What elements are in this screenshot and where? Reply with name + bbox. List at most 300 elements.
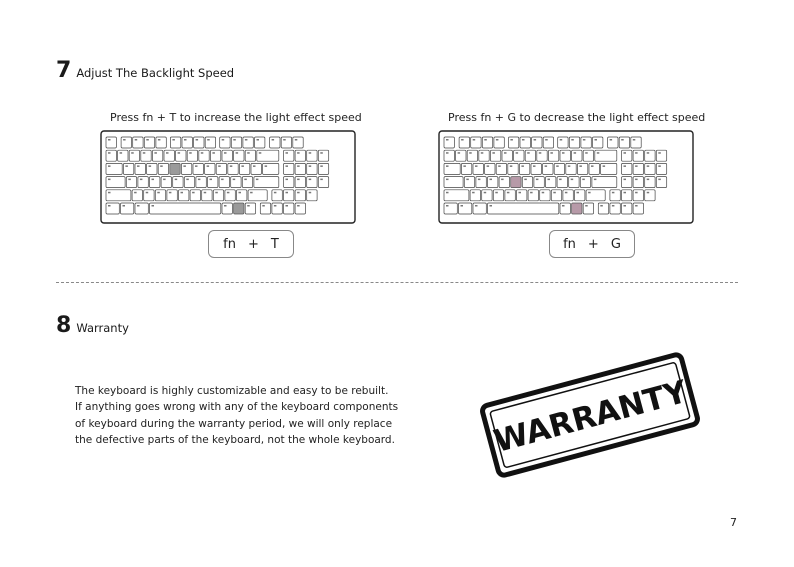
keyboard-key bbox=[248, 190, 267, 201]
key-legend bbox=[446, 165, 449, 167]
key-legend bbox=[624, 165, 627, 167]
key-legend bbox=[548, 179, 551, 181]
key-legend bbox=[492, 152, 495, 154]
key-legend bbox=[149, 165, 152, 167]
keyboard-key bbox=[228, 163, 238, 174]
key-legend bbox=[230, 165, 233, 167]
key-legend bbox=[475, 165, 478, 167]
keyboard-key bbox=[222, 203, 232, 214]
key-legend bbox=[128, 179, 131, 181]
keyboard-key bbox=[610, 203, 620, 214]
warranty-line: the defective parts of the keyboard, not the whole keyboard. bbox=[75, 434, 395, 447]
key-legend bbox=[207, 165, 210, 167]
keyboard-key bbox=[459, 203, 472, 214]
key-legend bbox=[519, 192, 522, 194]
key-legend bbox=[524, 179, 527, 181]
key-legend bbox=[137, 205, 140, 207]
keyboard-key bbox=[546, 177, 556, 188]
keyboard-key bbox=[479, 150, 489, 161]
key-legend bbox=[108, 165, 111, 167]
keyboard-key bbox=[534, 177, 544, 188]
key-legend bbox=[123, 139, 126, 141]
key-legend bbox=[134, 192, 137, 194]
key-legend bbox=[262, 205, 265, 207]
key-legend bbox=[624, 192, 627, 194]
key-legend bbox=[241, 165, 244, 167]
keyboard-key bbox=[281, 137, 291, 148]
key-legend bbox=[612, 205, 615, 207]
key-legend bbox=[274, 205, 277, 207]
keyboard-key bbox=[476, 177, 486, 188]
keyboard-key bbox=[499, 177, 509, 188]
key-legend bbox=[146, 139, 149, 141]
keyboard-key bbox=[161, 177, 171, 188]
keyboard-key bbox=[231, 177, 241, 188]
keyboard-key bbox=[121, 203, 134, 214]
keyboard-key bbox=[490, 150, 500, 161]
keyboard-key bbox=[126, 177, 136, 188]
keyboard-key bbox=[257, 150, 279, 161]
keyboard-key bbox=[532, 137, 542, 148]
keyboard-key bbox=[155, 190, 165, 201]
key-legend bbox=[585, 152, 588, 154]
keyboard-key bbox=[270, 137, 280, 148]
keyboard-key bbox=[581, 137, 591, 148]
keyboard-key bbox=[182, 137, 192, 148]
keyboard-key bbox=[610, 190, 620, 201]
keyboard-key bbox=[645, 177, 655, 188]
keyboard-key bbox=[622, 190, 632, 201]
keyboard-key bbox=[158, 163, 168, 174]
key-legend bbox=[446, 152, 449, 154]
key-legend bbox=[265, 165, 268, 167]
keyboard-key bbox=[493, 190, 503, 201]
keyboard-key bbox=[560, 203, 570, 214]
key-legend bbox=[184, 139, 187, 141]
keyboard-key bbox=[508, 137, 518, 148]
keyboard-key bbox=[566, 163, 576, 174]
key-legend bbox=[530, 192, 533, 194]
keyboard-key bbox=[220, 137, 230, 148]
keyboard-key bbox=[444, 150, 454, 161]
keyboard-key bbox=[557, 177, 567, 188]
keyboard-key bbox=[522, 177, 532, 188]
keyboard-key bbox=[243, 137, 253, 148]
keyboard-key bbox=[633, 203, 643, 214]
key-legend bbox=[536, 179, 539, 181]
key-legend bbox=[568, 165, 571, 167]
key-legend bbox=[597, 152, 600, 154]
key-legend bbox=[108, 139, 111, 141]
key-legend bbox=[490, 179, 493, 181]
keyboard-illustration-right bbox=[438, 130, 694, 224]
keyboard-key bbox=[135, 163, 145, 174]
key-legend bbox=[123, 205, 126, 207]
key-legend bbox=[501, 179, 504, 181]
key-legend bbox=[539, 152, 542, 154]
keyboard-key bbox=[514, 150, 524, 161]
key-legend bbox=[588, 192, 591, 194]
keyboard-key bbox=[272, 203, 282, 214]
key-legend bbox=[635, 205, 638, 207]
key-legend bbox=[198, 179, 201, 181]
keyboard-key bbox=[272, 190, 282, 201]
key-legend bbox=[218, 165, 221, 167]
keyboard-key bbox=[152, 150, 162, 161]
key-legend bbox=[157, 192, 160, 194]
key-legend bbox=[594, 179, 597, 181]
keyboard-key bbox=[444, 177, 463, 188]
keyboard-key bbox=[318, 177, 328, 188]
keyboard-key bbox=[254, 177, 279, 188]
key-legend bbox=[496, 139, 499, 141]
keyboard-key bbox=[222, 150, 232, 161]
key-legend bbox=[647, 179, 650, 181]
keyboard-key bbox=[179, 190, 189, 201]
key-legend bbox=[461, 139, 464, 141]
keyboard-key bbox=[633, 150, 643, 161]
keyboard-key bbox=[307, 163, 317, 174]
section-number: 7 bbox=[56, 58, 72, 83]
key-legend bbox=[272, 139, 275, 141]
keyboard-key bbox=[511, 177, 521, 188]
key-legend bbox=[635, 165, 638, 167]
key-legend bbox=[158, 139, 161, 141]
key-legend bbox=[582, 179, 585, 181]
warranty-stamp bbox=[470, 350, 710, 480]
keyboard-key bbox=[194, 137, 204, 148]
key-legend bbox=[507, 192, 510, 194]
key-legend bbox=[286, 179, 289, 181]
key-legend bbox=[621, 139, 624, 141]
keyboard-key bbox=[471, 137, 481, 148]
key-legend bbox=[140, 179, 143, 181]
key-legend bbox=[239, 192, 242, 194]
keyboard-key bbox=[255, 137, 265, 148]
keyboard-key bbox=[502, 150, 512, 161]
key-legend bbox=[498, 165, 501, 167]
key-legend bbox=[624, 152, 627, 154]
keyboard-key bbox=[633, 163, 643, 174]
key-combo-fn-g bbox=[549, 230, 635, 258]
key-legend bbox=[446, 205, 449, 207]
keyboard-key bbox=[572, 150, 582, 161]
keyboard-key bbox=[656, 177, 666, 188]
key-legend bbox=[320, 152, 323, 154]
key-legend bbox=[172, 139, 175, 141]
keyboard-key bbox=[219, 177, 229, 188]
keyboard-key bbox=[231, 137, 241, 148]
keyboard-key bbox=[459, 137, 469, 148]
keyboard-key bbox=[138, 177, 148, 188]
key-legend bbox=[259, 152, 262, 154]
keyboard-key bbox=[167, 190, 177, 201]
keyboard-key bbox=[173, 177, 183, 188]
keyboard-key bbox=[577, 163, 587, 174]
keyboard-key bbox=[205, 163, 215, 174]
section-title: Warranty bbox=[76, 321, 129, 335]
keyboard-key bbox=[494, 137, 504, 148]
key-legend bbox=[221, 179, 224, 181]
keyboard-key bbox=[593, 137, 603, 148]
keyboard-key bbox=[307, 150, 317, 161]
key-legend bbox=[571, 179, 574, 181]
plus-sign: + bbox=[247, 236, 259, 252]
keyboard-key bbox=[106, 150, 116, 161]
key-legend bbox=[253, 165, 256, 167]
key-legend bbox=[166, 152, 169, 154]
warranty-line: of keyboard during the warranty period, we will only replace bbox=[75, 417, 393, 430]
keyboard-key bbox=[295, 150, 305, 161]
key-legend bbox=[571, 139, 574, 141]
key-legend bbox=[624, 205, 627, 207]
warranty-line: The keyboard is highly customizable and easy to be rebuilt. bbox=[75, 385, 389, 397]
keyboard-key bbox=[318, 150, 328, 161]
key-legend bbox=[233, 139, 236, 141]
key-legend bbox=[562, 205, 565, 207]
key-legend bbox=[189, 152, 192, 154]
key-legend bbox=[257, 139, 260, 141]
key-legend bbox=[461, 205, 464, 207]
key-legend bbox=[108, 179, 111, 181]
keyboard-key bbox=[520, 137, 530, 148]
keyboard-key bbox=[540, 190, 550, 201]
keyboard-key bbox=[473, 203, 486, 214]
keyboard-key bbox=[569, 177, 579, 188]
keyboard-key bbox=[543, 163, 553, 174]
keyboard-key bbox=[575, 190, 585, 201]
keyboard-key bbox=[251, 163, 261, 174]
key-legend bbox=[542, 192, 545, 194]
key-legend bbox=[309, 179, 312, 181]
increase-speed-caption: Press fn + T to increase the light effect speed bbox=[110, 111, 362, 124]
t-key-label: T bbox=[270, 236, 279, 252]
keyboard-key bbox=[444, 203, 457, 214]
key-legend bbox=[633, 139, 636, 141]
keyboard-key bbox=[170, 137, 180, 148]
key-legend bbox=[600, 205, 603, 207]
key-legend bbox=[215, 192, 218, 194]
key-legend bbox=[658, 165, 661, 167]
keyboard-key bbox=[190, 190, 200, 201]
key-legend bbox=[458, 152, 461, 154]
key-legend bbox=[490, 205, 493, 207]
keyboard-key bbox=[622, 177, 632, 188]
keyboard-key bbox=[645, 190, 655, 201]
keyboard-key bbox=[633, 177, 643, 188]
keyboard-key bbox=[531, 163, 541, 174]
keyboard-key bbox=[284, 150, 294, 161]
keyboard-key bbox=[444, 163, 460, 174]
key-legend bbox=[204, 192, 207, 194]
keyboard-key bbox=[284, 177, 294, 188]
key-legend bbox=[297, 205, 300, 207]
keyboard-key bbox=[622, 203, 632, 214]
keyboard-key bbox=[123, 163, 133, 174]
key-legend bbox=[247, 152, 250, 154]
key-legend bbox=[510, 139, 513, 141]
warranty-line: If anything goes wrong with any of the keyboard components bbox=[75, 401, 399, 414]
key-legend bbox=[495, 192, 498, 194]
keyboard-key bbox=[133, 137, 143, 148]
key-legend bbox=[446, 179, 449, 181]
keyboard-key bbox=[239, 163, 249, 174]
keyboard-key bbox=[164, 150, 174, 161]
keyboard-key bbox=[619, 137, 629, 148]
keyboard-key bbox=[284, 163, 294, 174]
keyboard-key bbox=[580, 177, 590, 188]
key-legend bbox=[154, 152, 157, 154]
keyboard-key bbox=[156, 137, 166, 148]
keyboard-key bbox=[284, 203, 294, 214]
key-legend bbox=[152, 205, 155, 207]
key-legend bbox=[635, 179, 638, 181]
keyboard-key bbox=[147, 163, 157, 174]
keyboard-key bbox=[237, 190, 247, 201]
fn-key-label: fn bbox=[223, 236, 236, 252]
keyboard-key bbox=[470, 190, 480, 201]
key-legend bbox=[510, 165, 513, 167]
keyboard-key bbox=[293, 137, 303, 148]
key-legend bbox=[207, 139, 210, 141]
keyboard-key bbox=[135, 203, 148, 214]
key-legend bbox=[574, 152, 577, 154]
key-legend bbox=[545, 139, 548, 141]
keyboard-illustration-left bbox=[100, 130, 356, 224]
key-legend bbox=[481, 152, 484, 154]
key-legend bbox=[658, 152, 661, 154]
key-legend bbox=[463, 165, 466, 167]
key-legend bbox=[478, 179, 481, 181]
keyboard-key bbox=[656, 150, 666, 161]
keyboard-key bbox=[528, 190, 538, 201]
key-legend bbox=[131, 152, 134, 154]
key-legend bbox=[309, 192, 312, 194]
decrease-speed-caption: Press fn + G to decrease the light effect speed bbox=[448, 111, 706, 124]
keyboard-key bbox=[205, 137, 215, 148]
keyboard-key bbox=[106, 137, 116, 148]
key-legend bbox=[522, 139, 525, 141]
key-legend bbox=[320, 179, 323, 181]
keyboard-key bbox=[196, 177, 206, 188]
key-legend bbox=[658, 179, 661, 181]
key-legend bbox=[108, 152, 111, 154]
key-legend bbox=[603, 165, 606, 167]
key-legend bbox=[137, 165, 140, 167]
key-legend bbox=[224, 205, 227, 207]
keyboard-key bbox=[210, 150, 220, 161]
key-legend bbox=[585, 205, 588, 207]
key-legend bbox=[635, 192, 638, 194]
keyboard-key bbox=[150, 177, 160, 188]
key-legend bbox=[222, 139, 225, 141]
keyboard-key bbox=[583, 150, 593, 161]
keyboard-key bbox=[519, 163, 529, 174]
keyboard-key bbox=[193, 163, 203, 174]
keyboard-key bbox=[208, 177, 218, 188]
key-legend bbox=[473, 139, 476, 141]
keyboard-key bbox=[213, 190, 223, 201]
keyboard-key bbox=[307, 177, 317, 188]
key-legend bbox=[545, 165, 548, 167]
keyboard-key bbox=[295, 163, 305, 174]
key-legend bbox=[297, 192, 300, 194]
keyboard-key bbox=[284, 190, 294, 201]
key-legend bbox=[160, 165, 163, 167]
key-legend bbox=[466, 179, 469, 181]
keyboard-key bbox=[633, 190, 643, 201]
fn-key-label: fn bbox=[563, 236, 576, 252]
keyboard-key bbox=[464, 177, 474, 188]
key-legend bbox=[562, 152, 565, 154]
keyboard-key bbox=[170, 163, 180, 174]
section-7-heading bbox=[56, 60, 234, 82]
key-legend bbox=[146, 192, 149, 194]
keyboard-key bbox=[234, 203, 244, 214]
keyboard-key bbox=[295, 203, 305, 214]
keyboard-key bbox=[537, 150, 547, 161]
key-legend bbox=[125, 165, 128, 167]
key-legend bbox=[550, 152, 553, 154]
keyboard-key bbox=[150, 203, 221, 214]
keyboard-key bbox=[184, 177, 194, 188]
keyboard-key bbox=[592, 177, 617, 188]
keyboard-key bbox=[572, 203, 582, 214]
key-legend bbox=[647, 165, 650, 167]
key-legend bbox=[556, 165, 559, 167]
key-legend bbox=[579, 165, 582, 167]
key-legend bbox=[635, 152, 638, 154]
keyboard-key bbox=[525, 150, 535, 161]
keyboard-key bbox=[181, 163, 191, 174]
key-legend bbox=[446, 139, 449, 141]
key-legend bbox=[286, 205, 289, 207]
keyboard-key bbox=[234, 150, 244, 161]
section-title: Adjust The Backlight Speed bbox=[76, 66, 235, 80]
keyboard-key bbox=[485, 163, 495, 174]
keyboard-key bbox=[548, 150, 558, 161]
keyboard-key bbox=[508, 163, 518, 174]
keyboard-key bbox=[656, 163, 666, 174]
keyboard-key bbox=[569, 137, 579, 148]
key-legend bbox=[475, 205, 478, 207]
keyboard-key bbox=[456, 150, 466, 161]
key-legend bbox=[533, 165, 536, 167]
key-legend bbox=[247, 205, 250, 207]
keyboard-key bbox=[608, 137, 618, 148]
keyboard-key bbox=[242, 177, 252, 188]
keyboard-key bbox=[467, 150, 477, 161]
keyboard-key bbox=[631, 137, 641, 148]
keyboard-key bbox=[121, 137, 131, 148]
key-legend bbox=[224, 152, 227, 154]
keyboard-key bbox=[129, 150, 139, 161]
key-legend bbox=[143, 152, 146, 154]
keyboard-key bbox=[225, 190, 235, 201]
keyboard-key bbox=[199, 150, 209, 161]
key-legend bbox=[553, 192, 556, 194]
section-8-heading bbox=[56, 315, 129, 337]
keyboard-key bbox=[461, 163, 471, 174]
keyboard-key bbox=[589, 163, 599, 174]
key-legend bbox=[152, 179, 155, 181]
key-legend bbox=[320, 165, 323, 167]
keyboard-key bbox=[106, 177, 125, 188]
key-legend bbox=[192, 192, 195, 194]
keyboard-key bbox=[563, 190, 573, 201]
keyboard-key bbox=[482, 137, 492, 148]
key-legend bbox=[560, 139, 563, 141]
